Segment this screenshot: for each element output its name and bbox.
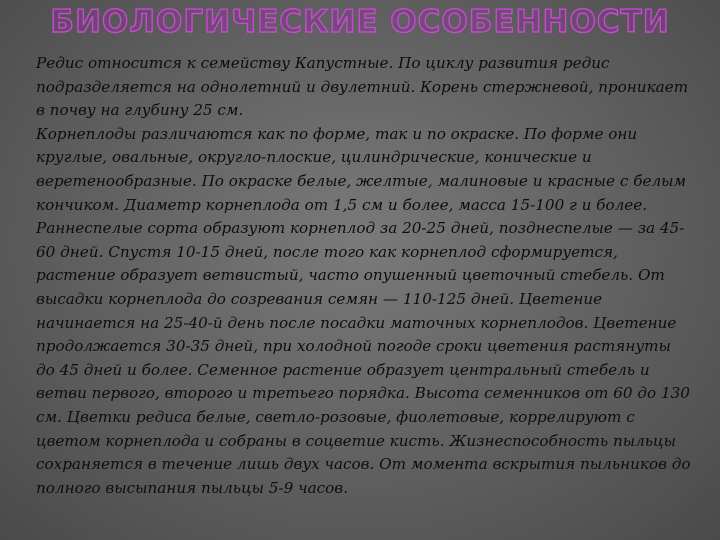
slide-title: БИОЛОГИЧЕСКИЕ ОСОБЕННОСТИ: [50, 4, 670, 40]
slide-body: [36, 52, 692, 500]
paragraph-1: Редис относится к семейству Капустные. По циклу развития редис подразделяется на однолетний и двулетний. Корень стержневой, проникает в почву на глубину 25 см.: [36, 54, 689, 120]
paragraph-2: Корнеплоды различаются как по форме, так и по окраске. По форме они круглые, овальные, округло-плоские, цилиндрические, конические и веретенообразные. По окраске белые, желтые, малиновые и красные с белым кончиком. Диаметр корнеплода от 1,5 см и более, масса 15-100 г и более. Раннеспелые сорта образуют корнеплод за 20-25 дней, позднеспелые — за 45-60 дней. Спустя 10-15 дней, после того как корнеплод сформируется, растение образует ветвистый, часто опушенный цветочный стебель. От высадки корнеплода до созревания семян — 110-125 дней. Цветение начинается на 25-40-й день после посадки маточных корнеплодов. Цветение продолжается 30-35 дней, при холодной погоде сроки цветения растянуты до 45 дней и более. Семенное растение образует центральный стебель и ветви первого, второго и третьего порядка. Высота семенников от 60 до 130 см. Цветки редиса белые, светло-розовые, фиолетовые, коррелируют с цветом корнеплода и собраны в соцветие кисть. Жизнеспособность пыльцы сохраняется в течение лишь двух часов. От момента вскрытия пыльников до полного высыпания пыльцы 5-9 часов.: [36, 124, 691, 497]
